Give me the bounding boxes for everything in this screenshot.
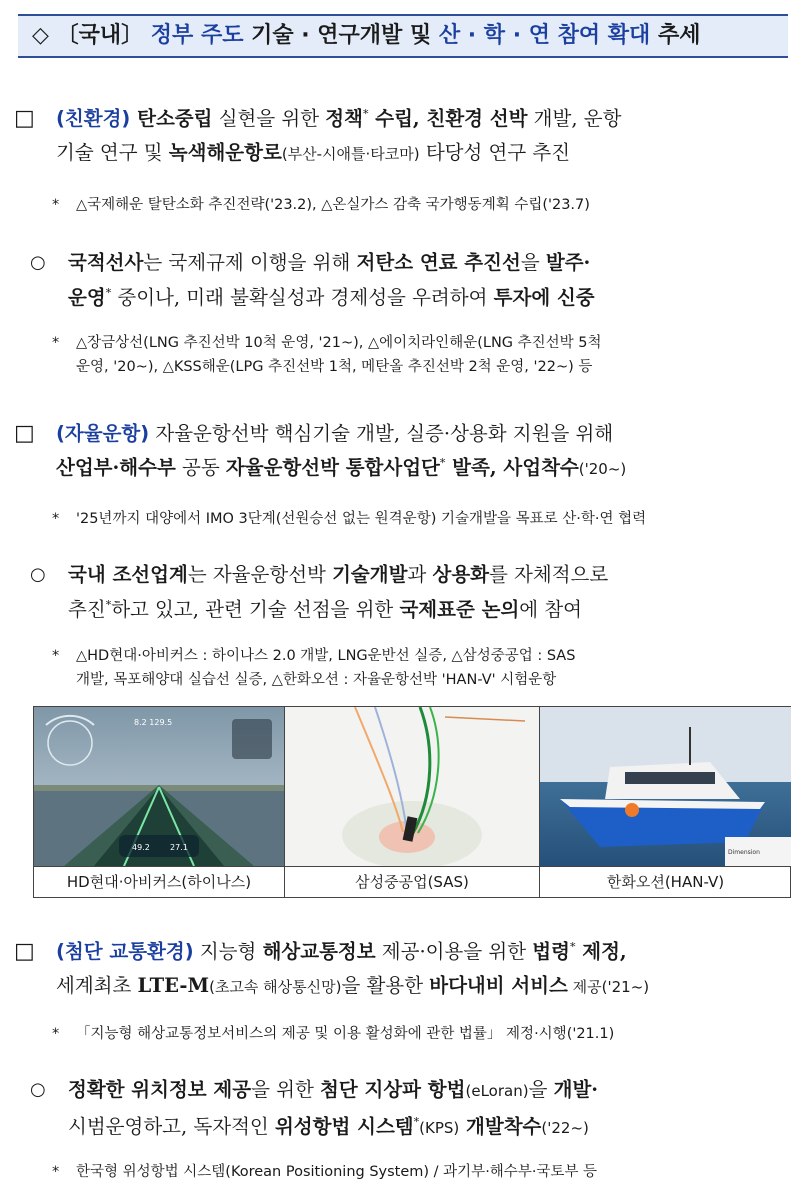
emphasis-text: 운영 xyxy=(68,286,106,309)
emphasis-text: 국적선사 xyxy=(68,251,144,274)
emphasis-text: 자율운항선박 통합사업단 xyxy=(225,456,440,479)
body-text: 을 위한 xyxy=(251,1078,321,1101)
square-bullet-icon: □ xyxy=(14,939,35,964)
spec-table-label: Dimension xyxy=(728,849,760,856)
body-text: 제공·이용을 위한 xyxy=(375,940,533,963)
footnote-text: 운영, '20~), △KSS해운(LPG 추진선박 1척, 메탄올 추진선박 2척 운영, '22~) 등 xyxy=(76,359,593,375)
emphasis-text: 제정, xyxy=(575,940,627,963)
title-highlight-industry: 산 · 학 · 연 참여 확대 xyxy=(438,23,651,48)
subitem-shipbuilders xyxy=(30,557,794,627)
hud-readout-heading: 27.1 xyxy=(170,843,188,852)
emphasis-text: 개발· xyxy=(553,1078,599,1101)
footnote-text: △HD현대·아비커스 : 하이나스 2.0 개발, LNG운반선 실증, △삼성중공업 : SAS xyxy=(76,648,576,664)
emphasis-text: LTE-M xyxy=(137,974,210,997)
section-tag: (친환경) xyxy=(56,107,131,130)
body-text: 과 xyxy=(407,563,433,586)
emphasis-text: 수립, 친환경 선박 xyxy=(368,107,528,130)
footnote-text: △국제해운 탈탄소화 추진전략('23.2), △온실가스 감축 국가행동계획 수립('23.7) xyxy=(76,197,590,213)
emphasis-text: 해상교통정보 xyxy=(262,940,376,963)
body-text: 시범운영하고, 독자적인 xyxy=(68,1115,275,1138)
body-text: 을 xyxy=(528,1078,554,1101)
body-text: 에 참여 xyxy=(519,598,582,621)
footnote-marker: * xyxy=(569,940,576,954)
emphasis-text: 탄소중립 xyxy=(130,107,213,130)
body-text: 를 자체적으로 xyxy=(489,563,609,586)
emphasis-text: 법령 xyxy=(532,940,570,963)
photo-caption: HD현대·아비커스(하이나스) xyxy=(66,873,252,891)
body-text: 을 xyxy=(520,251,546,274)
hud-readout-top: 8.2 129.5 xyxy=(134,718,173,727)
emphasis-text: 첨단 지상파 항법 xyxy=(320,1078,466,1101)
footnote-marker: * xyxy=(105,286,112,300)
footnote-marker: * xyxy=(439,456,446,470)
footnote-star: * xyxy=(52,1026,60,1042)
section-tag: (자율운항) xyxy=(56,422,150,445)
body-text: 타당성 연구 추진 xyxy=(419,141,571,164)
footnote-star: * xyxy=(52,197,60,213)
body-text: 공동 xyxy=(175,456,226,479)
photo-caption: 한화오션(HAN-V) xyxy=(539,867,791,898)
footnote xyxy=(52,507,794,531)
body-text: 실현을 위한 xyxy=(212,107,326,130)
body-text: 지능형 xyxy=(193,940,263,963)
footnote-text: 「지능형 해상교통정보서비스의 제공 및 이용 활성화에 관한 법률」 제정·시행('21.1) xyxy=(76,1026,615,1042)
emphasis-text: 바다내비 서비스 xyxy=(429,974,568,997)
emphasis-text: 기술개발 xyxy=(332,563,408,586)
section-advanced-traffic xyxy=(14,935,794,1004)
body-text: 중이나, 미래 불확실성과 경제성을 우려하여 xyxy=(111,286,494,309)
emphasis-text: 정책 xyxy=(325,107,363,130)
footnote-marker: * xyxy=(413,1115,420,1129)
diamond-icon: ◇ xyxy=(32,23,49,48)
body-text-small: ('20~) xyxy=(578,460,627,478)
square-bullet-icon: □ xyxy=(14,106,35,131)
body-text-small: ('22~) xyxy=(541,1119,589,1137)
emphasis-text: 발족, 사업착수 xyxy=(445,456,579,479)
title-middle: 기술 · 연구개발 및 xyxy=(243,23,439,48)
body-text-small: 제공('21~) xyxy=(567,978,650,996)
photo-table xyxy=(33,706,791,898)
circle-bullet-icon: ○ xyxy=(30,1079,46,1100)
photo-sas xyxy=(284,707,539,866)
body-text: 개발, 운항 xyxy=(527,107,622,130)
emphasis-text: 정확한 위치정보 제공 xyxy=(68,1078,252,1101)
footnote-text: △장금상선(LNG 추진선박 10척 운영, '21~), △에이치라인해운(LNG 추진선박 5척 xyxy=(76,335,602,351)
body-text: 하고 있고, 관련 기술 선점을 위한 xyxy=(111,598,400,621)
emphasis-text: 저탄소 연료 추진선 xyxy=(356,251,521,274)
footnote-text: '25년까지 대양에서 IMO 3단계(선원승선 없는 원격운항) 기술개발을 목표로 산·학·연 협력 xyxy=(76,511,647,527)
body-text: 을 활용한 xyxy=(341,974,430,997)
emphasis-text: 녹색해운항로 xyxy=(168,141,282,164)
footnote-text: 한국형 위성항법 시스템(Korean Positioning System) / 과기부·해수부·국토부 등 xyxy=(76,1164,598,1180)
body-text-small: (KPS) xyxy=(419,1119,460,1137)
title-suffix: 추세 xyxy=(650,23,701,48)
body-text-small: (초고속 해상통신망) xyxy=(209,978,342,996)
emphasis-text: 상용화 xyxy=(432,563,489,586)
emphasis-text: 국제표준 논의 xyxy=(399,598,520,621)
footnote xyxy=(52,193,794,217)
emphasis-text: 국내 조선업계 xyxy=(68,563,188,586)
body-text: 기술 연구 및 xyxy=(56,141,169,164)
emphasis-text: 개발착수 xyxy=(459,1115,542,1138)
footnote-star: * xyxy=(52,511,60,527)
photo-han-v xyxy=(539,707,791,866)
footnote xyxy=(52,1022,794,1046)
footnote-star: * xyxy=(52,335,60,351)
title-prefix: 〔국내〕 xyxy=(56,23,144,48)
body-text-small: (부산-시애틀·타코마) xyxy=(281,145,420,163)
page-title xyxy=(18,14,788,58)
footnote xyxy=(52,331,794,379)
emphasis-text: 발주· xyxy=(545,251,591,274)
hud-readout-speed: 49.2 xyxy=(132,843,150,852)
footnote-marker: * xyxy=(105,598,112,612)
section-eco-friendly xyxy=(14,102,794,171)
photo-hinas xyxy=(34,707,284,866)
subitem-positioning xyxy=(30,1072,794,1146)
emphasis-text: 위성항법 시스템 xyxy=(274,1115,414,1138)
footnote-text: 개발, 목포해양대 실습선 실증, △한화오션 : 자율운항선박 'HAN-V' 시험운항 xyxy=(76,672,557,688)
square-bullet-icon: □ xyxy=(14,421,35,446)
footnote xyxy=(52,644,794,692)
body-text: 세계최초 xyxy=(56,974,138,997)
body-text: 는 국제규제 이행을 위해 xyxy=(143,251,357,274)
subitem-shipping-companies xyxy=(30,245,794,315)
circle-bullet-icon: ○ xyxy=(30,564,46,585)
emphasis-text: 투자에 신중 xyxy=(493,286,595,309)
emphasis-text: 산업부·해수부 xyxy=(56,456,176,479)
body-text: 는 자율운항선박 xyxy=(187,563,333,586)
footnote-star: * xyxy=(52,648,60,664)
circle-bullet-icon: ○ xyxy=(30,252,46,273)
body-text: 자율운항선박 핵심기술 개발, 실증·상용화 지원을 위해 xyxy=(149,422,614,445)
section-autonomous-navigation xyxy=(14,417,794,486)
footnote xyxy=(52,1160,794,1184)
body-text-small: (eLoran) xyxy=(465,1082,529,1100)
footnote-star: * xyxy=(52,1164,60,1180)
photo-caption: 삼성중공업(SAS) xyxy=(284,867,539,898)
body-text: 추진 xyxy=(68,598,106,621)
section-tag: (첨단 교통환경) xyxy=(56,940,194,963)
title-highlight-government: 정부 주도 xyxy=(150,23,244,48)
footnote-marker: * xyxy=(362,107,369,121)
